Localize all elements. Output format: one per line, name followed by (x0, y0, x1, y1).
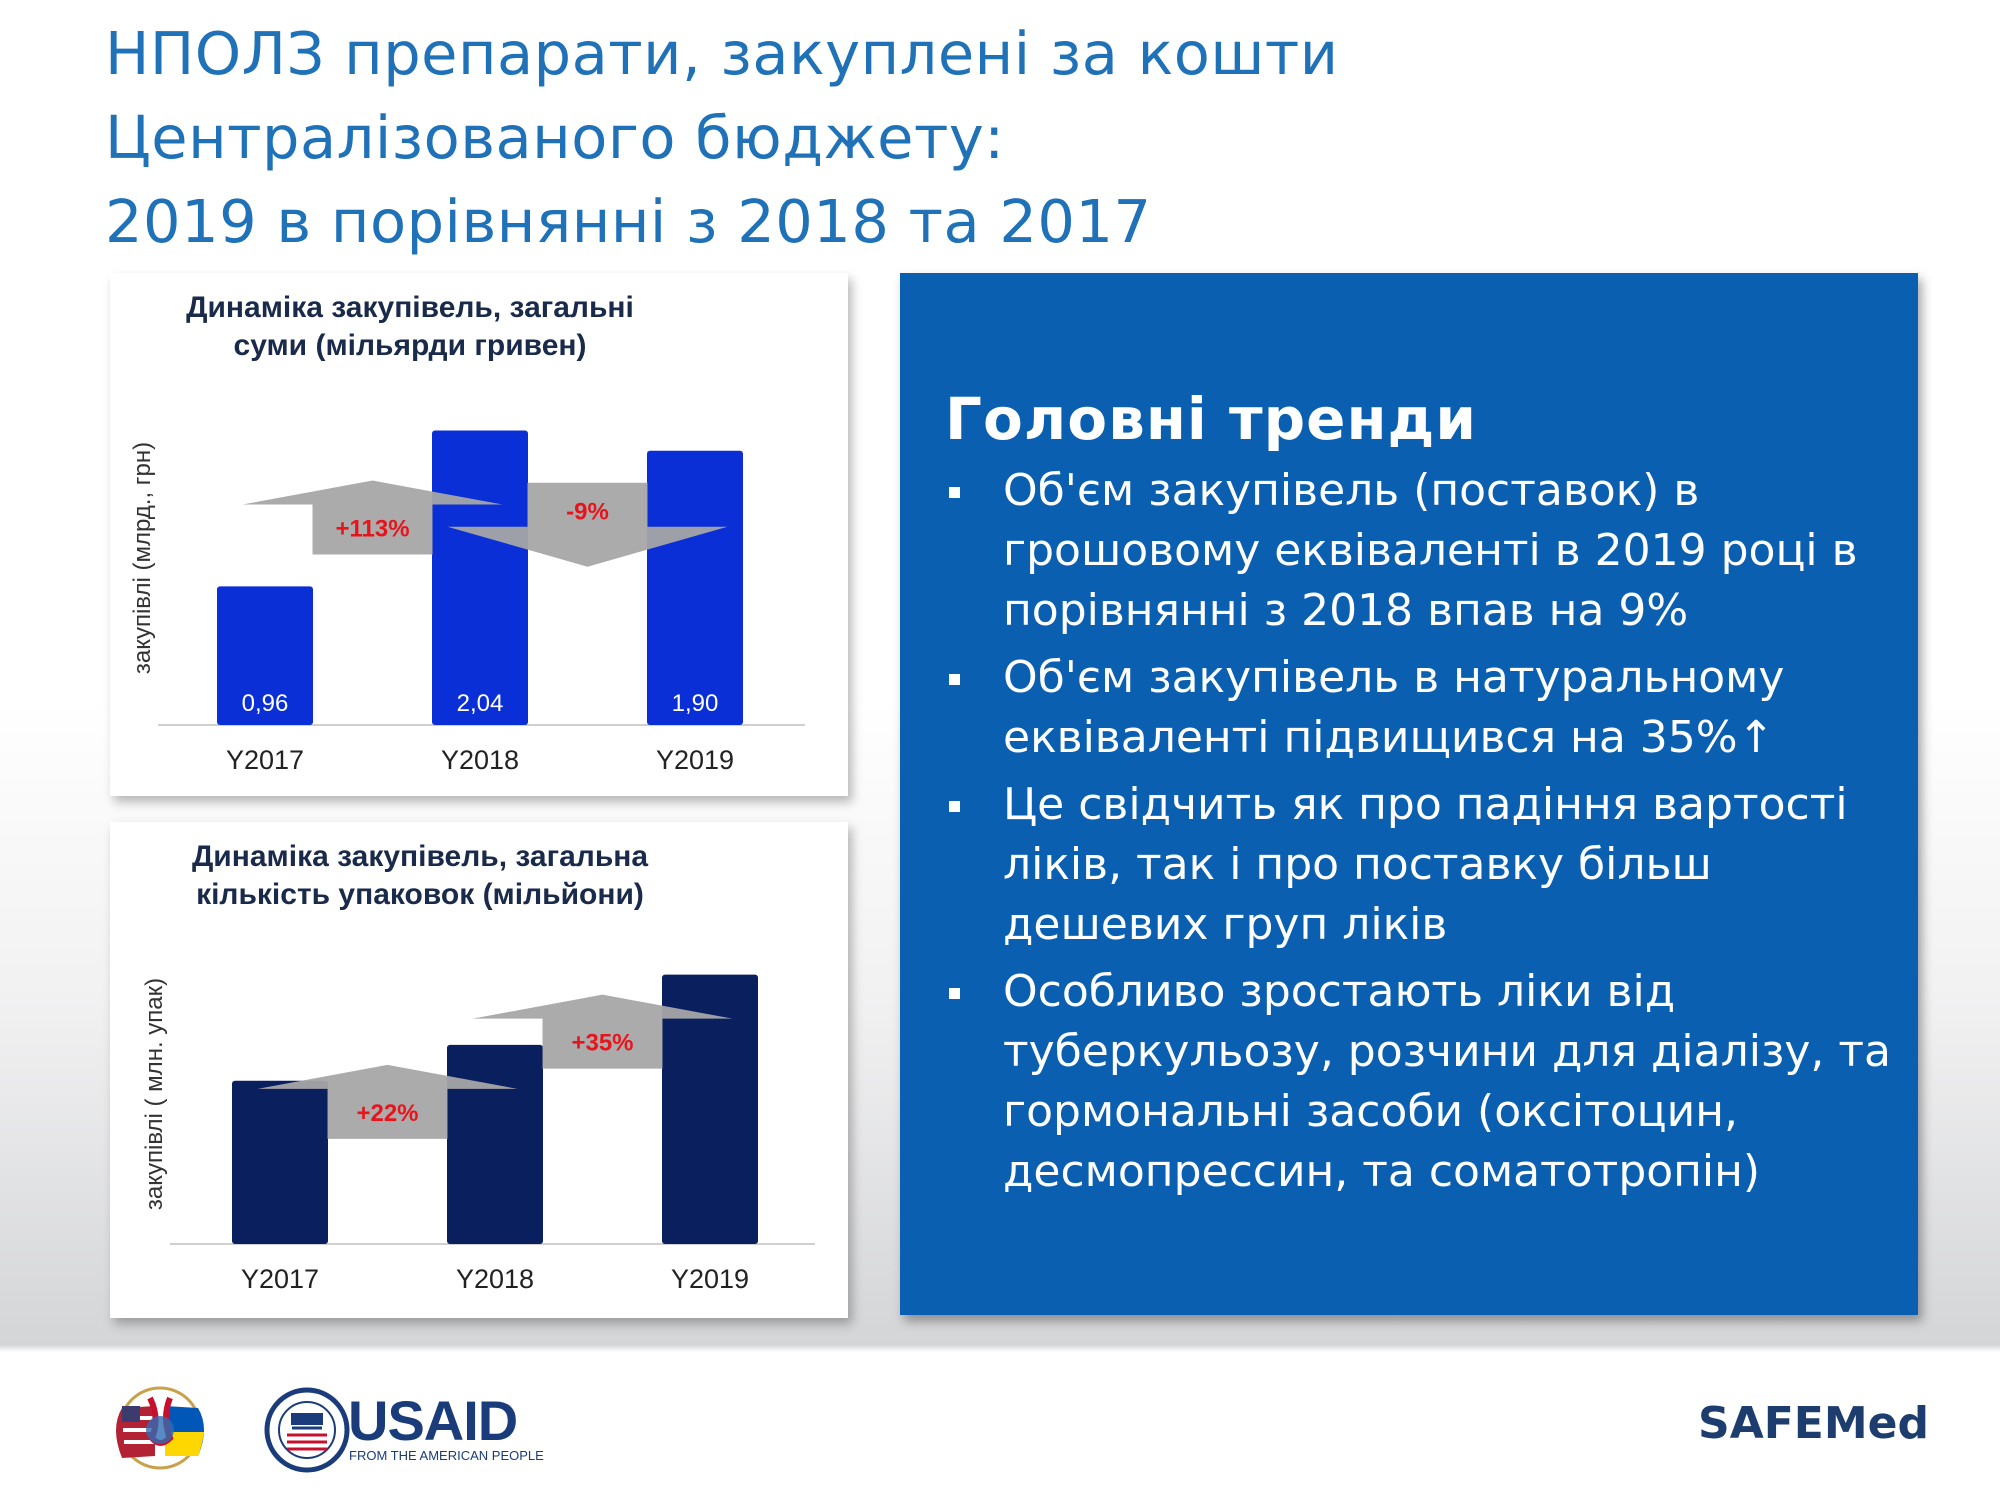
change-annotation: +35% (571, 1029, 634, 1057)
chart-title-line-2: суми (мільярди гривен) (233, 329, 587, 362)
y-axis-label: закупівлі ( млн. упак) (141, 977, 168, 1211)
trend-item (945, 962, 1895, 1202)
bar (232, 1081, 328, 1244)
data-label: 0,96 (241, 690, 289, 717)
trend-text: Це свідчить як про падіння вартості ліків, так і про поставку більш дешевих груп ліків (1003, 779, 1848, 950)
chart-amounts (110, 273, 848, 796)
x-tick-label: Y2018 (440, 745, 520, 775)
title-line-1: НПОЛЗ препарати, закуплені за кошти (105, 19, 1339, 88)
chart-title-line-1: Динаміка закупівель, загальна (191, 840, 649, 873)
usaid-wordmark: USAID (348, 1389, 518, 1452)
bar (432, 431, 528, 725)
bullet-icon (949, 801, 960, 812)
title-line-3: 2019 в порівнянні з 2018 та 2017 (105, 187, 1152, 256)
bar (647, 451, 743, 725)
usaid-tagline: FROM THE AMERICAN PEOPLE (349, 1448, 544, 1463)
partner-emblem-logo (100, 1378, 220, 1478)
x-tick-label: Y2019 (655, 745, 735, 775)
trend-item (945, 648, 1895, 768)
chart-title-line-1: Динаміка закупівель, загальні (186, 291, 634, 324)
safemed-logo: SAFEMed (1698, 1398, 1929, 1449)
trend-item (945, 461, 1895, 641)
bullet-icon (949, 487, 960, 498)
x-tick-label: Y2017 (225, 745, 305, 775)
trends-list (945, 461, 1895, 1209)
bullet-icon (949, 988, 960, 999)
trend-item (945, 775, 1895, 955)
y-axis-label: закупівлі (млрд., грн) (129, 441, 156, 675)
chart-panel-packages (110, 822, 848, 1318)
bar (447, 1045, 543, 1244)
x-tick-label: Y2018 (455, 1264, 535, 1294)
change-annotation: +113% (335, 515, 410, 543)
trend-text: Особливо зростають ліки від туберкульозу, розчини для діалізу, та гормональні засоби (оксітоцин, десмопрессин, та соматотропін) (1003, 966, 1891, 1197)
chart-packages (110, 822, 848, 1318)
trend-text: Об'єм закупівель (поставок) в грошовому еквіваленті в 2019 році в порівнянні з 2018 впав на 9% (1003, 465, 1858, 636)
trends-panel (900, 273, 1918, 1315)
title-line-2: Централізованого бюджету: (105, 103, 1005, 172)
trend-text: Об'єм закупівель в натуральному еквіваленті підвищився на 35%↑ (1003, 652, 1785, 763)
x-tick-label: Y2019 (670, 1264, 750, 1294)
data-label: 1,90 (671, 690, 719, 717)
trends-heading: Головні тренди (945, 385, 1478, 453)
chart-title-line-2: кількість упаковок (мільйони) (196, 878, 644, 911)
page-title (105, 12, 1605, 264)
bullet-icon (949, 674, 960, 685)
x-tick-label: Y2017 (240, 1264, 320, 1294)
change-annotation: +22% (356, 1099, 419, 1127)
data-label: 2,04 (456, 690, 504, 717)
change-annotation: -9% (566, 498, 609, 526)
chart-panel-amounts (110, 273, 848, 796)
